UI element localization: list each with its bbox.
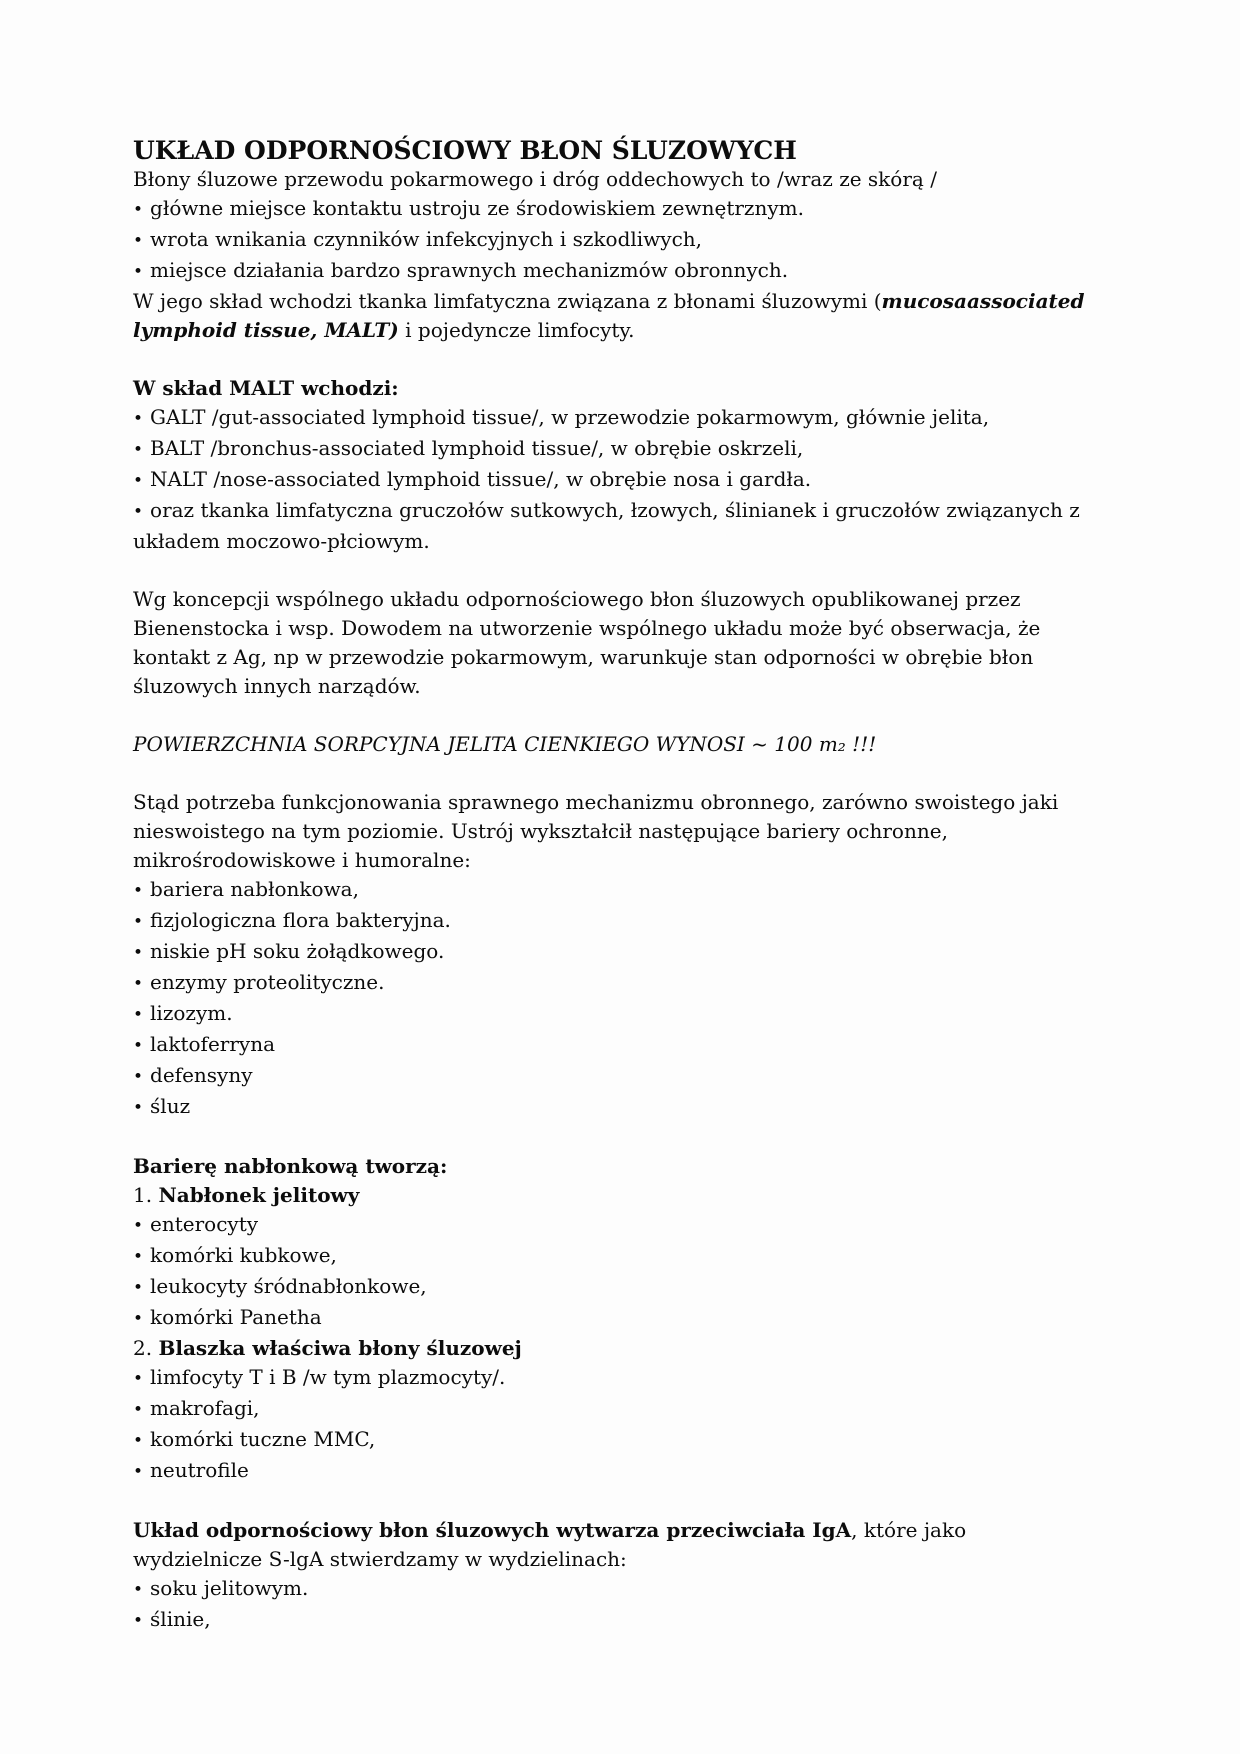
text-run: Wg koncepcji wspólnego układu odpornościowego błon śluzowych opublikowanej przez <box>133 587 1021 611</box>
text-run: BALT /bronchus-associated lymphoid tissue/, w obrębie oskrzeli, <box>150 436 804 460</box>
paragraph-line <box>133 1516 1150 1545</box>
text-run: Blaszka właściwa błony śluzowej <box>158 1336 522 1360</box>
text-run: POWIERZCHNIA SORPCYJNA JELITA CIENKIEGO WYNOSI ~ 100 m₂ !!! <box>133 732 877 756</box>
bullet-item <box>133 256 1150 287</box>
bullet-item <box>133 1456 1150 1487</box>
paragraph-line <box>133 527 1150 556</box>
bullet-icon: • <box>133 1098 144 1118</box>
text-run: wrota wnikania czynników infekcyjnych i szkodliwych, <box>150 227 703 251</box>
paragraph-line <box>133 846 1150 875</box>
text-run: 2. <box>133 1336 159 1360</box>
blank-line <box>133 345 1150 374</box>
bullet-icon: • <box>133 974 144 994</box>
bullet-icon: • <box>133 1005 144 1025</box>
text-run: soku jelitowym. <box>150 1576 309 1600</box>
bullet-item <box>133 1272 1150 1303</box>
text-run: Układ odpornościowy błon śluzowych wytwarza przeciwciała IgA <box>133 1518 852 1542</box>
bullet-icon: • <box>133 409 144 429</box>
bullet-item <box>133 465 1150 496</box>
bullet-item <box>133 1061 1150 1092</box>
text-run: makrofagi, <box>150 1396 260 1420</box>
bullet-icon: • <box>133 881 144 901</box>
bullet-item <box>133 194 1150 225</box>
bullet-item <box>133 1030 1150 1061</box>
paragraph-line <box>133 614 1150 643</box>
text-run: niskie pH soku żołądkowego. <box>150 939 445 963</box>
bullet-icon: • <box>133 471 144 491</box>
bullet-icon: • <box>133 440 144 460</box>
paragraph-line <box>133 730 1150 759</box>
bullet-item <box>133 434 1150 465</box>
text-run: W skład MALT wchodzi: <box>133 376 399 400</box>
text-run: Błony śluzowe przewodu pokarmowego i dróg oddechowych to /wraz ze skórą / <box>133 167 937 191</box>
bullet-icon: • <box>133 1216 144 1236</box>
text-run: lymphoid tissue, MALT) <box>133 318 399 342</box>
text-run: układem moczowo-płciowym. <box>133 529 430 553</box>
bullet-icon: • <box>133 1247 144 1267</box>
text-run: NALT /nose-associated lymphoid tissue/, w obrębie nosa i gardła. <box>150 467 812 491</box>
bullet-icon: • <box>133 231 144 251</box>
text-run: 1. <box>133 1183 159 1207</box>
text-run: limfocyty T i B /w tym plazmocyty/. <box>150 1365 506 1389</box>
bullet-icon: • <box>133 1580 144 1600</box>
bullet-item <box>133 496 1150 527</box>
bullet-item <box>133 937 1150 968</box>
text-run: i pojedyncze limfocyty. <box>398 318 635 342</box>
text-run: wydzielnicze S-lgA stwierdzamy w wydzielinach: <box>133 1547 627 1571</box>
text-run: enzymy proteolityczne. <box>150 970 385 994</box>
text-run: , które jako <box>851 1518 967 1542</box>
bullet-item <box>133 1425 1150 1456</box>
text-run: Nabłonek jelitowy <box>158 1183 360 1207</box>
paragraph-line <box>133 1334 1150 1363</box>
document-title: UKŁAD ODPORNOŚCIOWY BŁON ŚLUZOWYCH <box>133 136 797 165</box>
blank-line <box>133 1123 1150 1152</box>
text-run: mucosaassociated <box>881 289 1085 313</box>
paragraph-line <box>133 1181 1150 1210</box>
bullet-item <box>133 1210 1150 1241</box>
text-run: Barierę nabłonkową tworzą: <box>133 1154 448 1178</box>
text-run: komórki Panetha <box>150 1305 322 1329</box>
bullet-item <box>133 999 1150 1030</box>
bullet-item <box>133 1303 1150 1334</box>
text-run: defensyny <box>150 1063 253 1087</box>
bullet-icon: • <box>133 1309 144 1329</box>
bullet-item <box>133 1363 1150 1394</box>
text-run: mikrośrodowiskowe i humoralne: <box>133 848 471 872</box>
text-run: ślinie, <box>150 1607 211 1631</box>
bullet-icon: • <box>133 1369 144 1389</box>
bullet-icon: • <box>133 943 144 963</box>
text-run: nieswoistego na tym poziomie. Ustrój wykształcił następujące bariery ochronne, <box>133 819 948 843</box>
text-run: oraz tkanka limfatyczna gruczołów sutkowych, łzowych, ślinianek i gruczołów związanych z <box>150 498 1080 522</box>
paragraph-line <box>133 287 1150 316</box>
text-run: bariera nabłonkowa, <box>150 877 359 901</box>
text-run: Stąd potrzeba funkcjonowania sprawnego mechanizmu obronnego, zarówno swoistego jaki <box>133 790 1059 814</box>
text-run: W jego skład wchodzi tkanka limfatyczna związana z błonami śluzowymi ( <box>133 289 882 313</box>
paragraph-line <box>133 374 1150 403</box>
text-run: komórki kubkowe, <box>150 1243 337 1267</box>
bullet-item <box>133 1574 1150 1605</box>
text-run: komórki tuczne MMC, <box>150 1427 376 1451</box>
bullet-icon: • <box>133 1611 144 1631</box>
blank-line <box>133 556 1150 585</box>
paragraph-line <box>133 1545 1150 1574</box>
text-run: neutrofile <box>150 1458 249 1482</box>
paragraph-line <box>133 643 1150 672</box>
text-run: śluzowych innych narządów. <box>133 674 421 698</box>
paragraph-line <box>133 788 1150 817</box>
bullet-item <box>133 968 1150 999</box>
bullet-icon: • <box>133 1278 144 1298</box>
bullet-icon: • <box>133 1067 144 1087</box>
paragraph-line <box>133 817 1150 846</box>
bullet-icon: • <box>133 502 144 522</box>
paragraph-line <box>133 316 1150 345</box>
bullet-item <box>133 225 1150 256</box>
bullet-item <box>133 875 1150 906</box>
blank-line <box>133 1487 1150 1516</box>
blank-line <box>133 759 1150 788</box>
text-run: fizjologiczna flora bakteryjna. <box>150 908 451 932</box>
text-run: kontakt z Ag, np w przewodzie pokarmowym, warunkuje stan odporności w obrębie błon <box>133 645 1034 669</box>
bullet-item <box>133 906 1150 937</box>
text-run: lizozym. <box>150 1001 233 1025</box>
bullet-icon: • <box>133 1462 144 1482</box>
bullet-item <box>133 1241 1150 1272</box>
text-run: Bienenstocka i wsp. Dowodem na utworzenie wspólnego układu może być obserwacja, że <box>133 616 1041 640</box>
text-run: śluz <box>150 1094 191 1118</box>
paragraph-line <box>133 672 1150 701</box>
bullet-icon: • <box>133 1400 144 1420</box>
bullet-item <box>133 1092 1150 1123</box>
bullet-item <box>133 403 1150 434</box>
text-run: enterocyty <box>150 1212 259 1236</box>
paragraph-line <box>133 1152 1150 1181</box>
bullet-item <box>133 1394 1150 1425</box>
text-run: miejsce działania bardzo sprawnych mechanizmów obronnych. <box>150 258 789 282</box>
paragraph-line <box>133 165 1150 194</box>
paragraph-line <box>133 585 1150 614</box>
bullet-icon: • <box>133 912 144 932</box>
blank-line <box>133 701 1150 730</box>
bullet-icon: • <box>133 200 144 220</box>
text-run: leukocyty śródnabłonkowe, <box>150 1274 427 1298</box>
bullet-icon: • <box>133 1431 144 1451</box>
bullet-icon: • <box>133 1036 144 1056</box>
bullet-item <box>133 1605 1150 1636</box>
text-run: główne miejsce kontaktu ustroju ze środowiskiem zewnętrznym. <box>150 196 804 220</box>
text-run: laktoferryna <box>150 1032 276 1056</box>
text-run: GALT /gut-associated lymphoid tissue/, w przewodzie pokarmowym, głównie jelita, <box>150 405 990 429</box>
bullet-icon: • <box>133 262 144 282</box>
